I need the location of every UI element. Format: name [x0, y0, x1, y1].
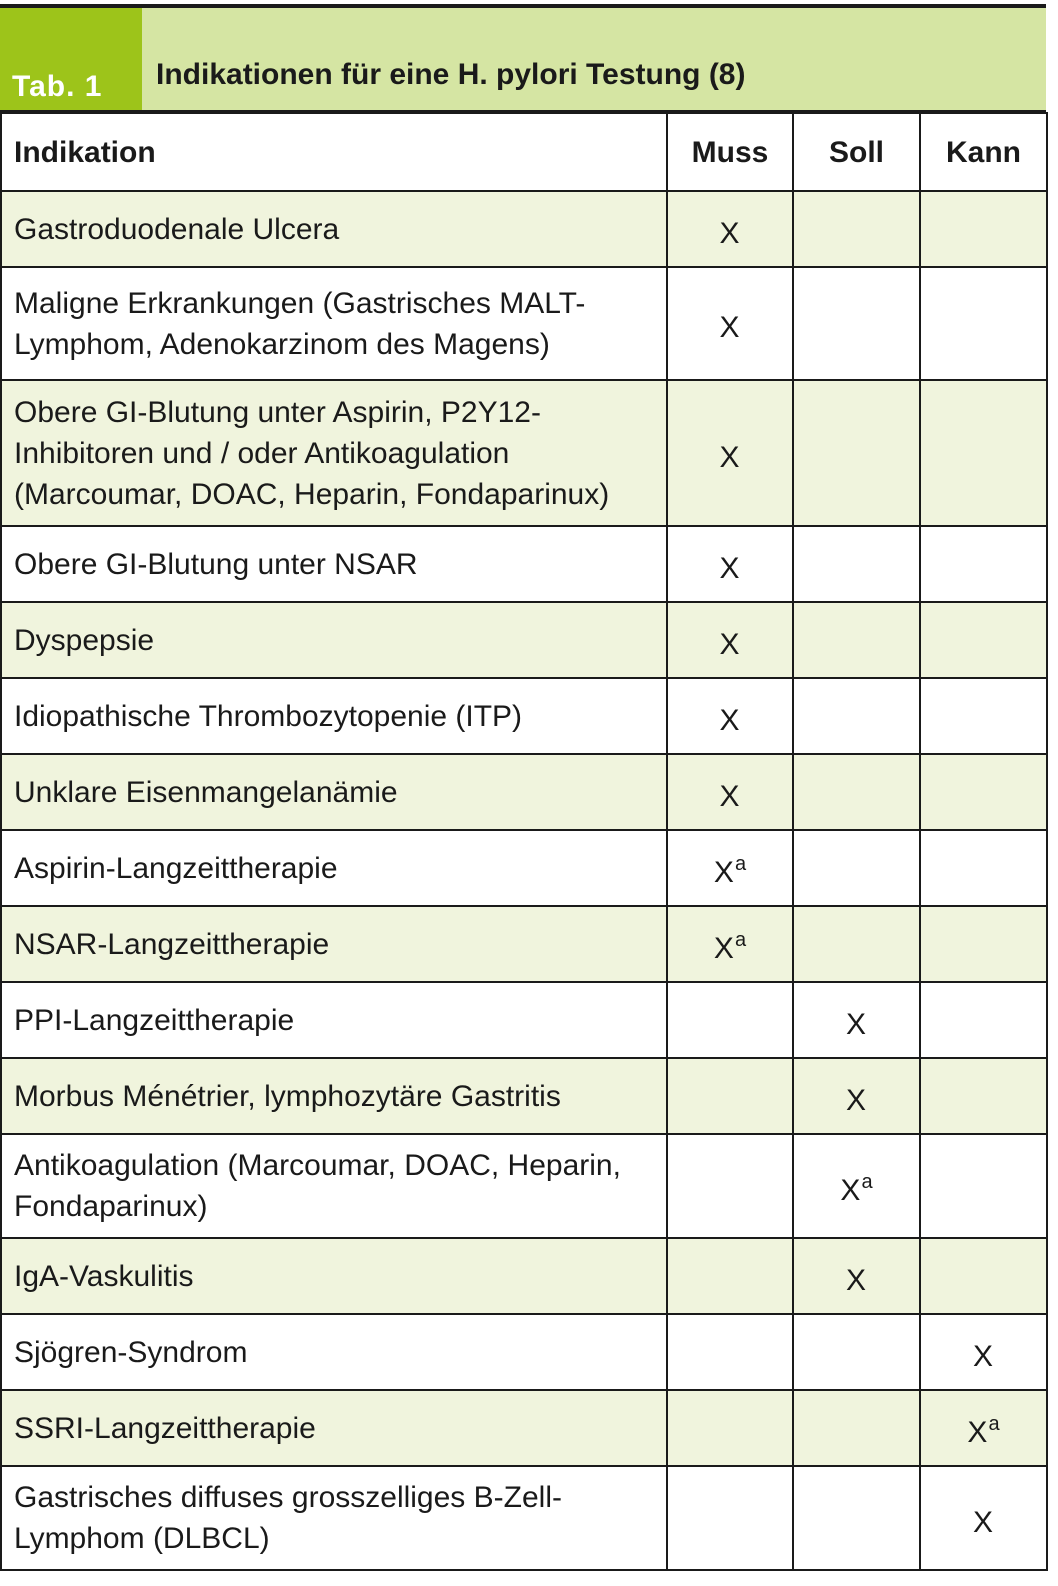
should-cell: $X^a$	[793, 1134, 920, 1238]
header-should: Soll	[793, 113, 920, 191]
table-title: Indikationen für eine H. pylori Testung (8)	[156, 58, 746, 91]
table-row	[1, 1314, 1047, 1390]
indication-cell: Dyspepsie	[1, 602, 667, 678]
can-cell	[920, 754, 1047, 830]
can-cell	[920, 982, 1047, 1058]
must-cell: X	[667, 754, 793, 830]
should-cell	[793, 754, 920, 830]
can-cell	[920, 906, 1047, 982]
should-cell	[793, 526, 920, 602]
table-number-label: Tab. 1	[0, 8, 142, 110]
must-cell: X	[667, 267, 793, 380]
table-row	[1, 906, 1047, 982]
indication-cell: NSAR-Langzeittherapie	[1, 906, 667, 982]
should-cell	[793, 602, 920, 678]
can-cell: $X^a$	[920, 1390, 1047, 1466]
indication-cell: Gastrisches diffuses grosszelliges B-Zell- Lymphom (DLBCL)	[1, 1466, 667, 1570]
can-cell	[920, 267, 1047, 380]
indication-cell: Morbus Ménétrier, lymphozytäre Gastritis	[1, 1058, 667, 1134]
should-cell	[793, 380, 920, 526]
must-cell	[667, 1238, 793, 1314]
table-row	[1, 267, 1047, 380]
must-cell	[667, 1466, 793, 1570]
should-cell	[793, 1466, 920, 1570]
table-header-row	[1, 113, 1047, 191]
table-row	[1, 678, 1047, 754]
table-row	[1, 754, 1047, 830]
table-row	[1, 1134, 1047, 1238]
indication-cell: Idiopathische Thrombozytopenie (ITP)	[1, 678, 667, 754]
table-row	[1, 1058, 1047, 1134]
should-cell	[793, 678, 920, 754]
must-cell: $X^a$	[667, 906, 793, 982]
should-cell: X	[793, 1238, 920, 1314]
can-cell	[920, 1134, 1047, 1238]
must-cell: X	[667, 191, 793, 267]
table-row	[1, 1390, 1047, 1466]
table-row	[1, 830, 1047, 906]
indication-cell: Obere GI-Blutung unter NSAR	[1, 526, 667, 602]
table-row	[1, 191, 1047, 267]
can-cell	[920, 1238, 1047, 1314]
header-indication: Indikation	[1, 113, 667, 191]
can-cell	[920, 678, 1047, 754]
should-cell	[793, 191, 920, 267]
must-cell	[667, 1134, 793, 1238]
can-cell	[920, 380, 1047, 526]
should-cell	[793, 1314, 920, 1390]
can-cell: X	[920, 1314, 1047, 1390]
can-cell	[920, 191, 1047, 267]
indications-table	[0, 112, 1048, 1571]
should-cell	[793, 267, 920, 380]
must-cell: X	[667, 602, 793, 678]
must-cell	[667, 1058, 793, 1134]
must-cell	[667, 1390, 793, 1466]
should-cell	[793, 830, 920, 906]
can-cell: X	[920, 1466, 1047, 1570]
table-row	[1, 526, 1047, 602]
must-cell	[667, 982, 793, 1058]
indication-cell: IgA-Vaskulitis	[1, 1238, 667, 1314]
table-header-bar	[0, 8, 1046, 112]
must-cell: X	[667, 380, 793, 526]
indication-cell: Obere GI-Blutung unter Aspirin, P2Y12- Inhibitoren und / oder Antikoagulation (Marcoumar, DOAC, Heparin, Fondaparinux)	[1, 380, 667, 526]
indication-cell: SSRI-Langzeittherapie	[1, 1390, 667, 1466]
table-row	[1, 1238, 1047, 1314]
should-cell: X	[793, 1058, 920, 1134]
can-cell	[920, 1058, 1047, 1134]
indication-cell: Sjögren-Syndrom	[1, 1314, 667, 1390]
should-cell	[793, 906, 920, 982]
must-cell: X	[667, 526, 793, 602]
can-cell	[920, 830, 1047, 906]
indication-cell: Maligne Erkrankungen (Gastrisches MALT- Lymphom, Adenokarzinom des Magens)	[1, 267, 667, 380]
must-cell: X	[667, 678, 793, 754]
table-row	[1, 380, 1047, 526]
must-cell	[667, 1314, 793, 1390]
can-cell	[920, 602, 1047, 678]
indication-cell: Unklare Eisenmangelanämie	[1, 754, 667, 830]
should-cell	[793, 1390, 920, 1466]
must-cell: $X^a$	[667, 830, 793, 906]
indication-cell: Gastroduodenale Ulcera	[1, 191, 667, 267]
table-row	[1, 1466, 1047, 1570]
indication-cell: PPI-Langzeittherapie	[1, 982, 667, 1058]
table-row	[1, 982, 1047, 1058]
table-row	[1, 602, 1047, 678]
should-cell: X	[793, 982, 920, 1058]
header-can: Kann	[920, 113, 1047, 191]
header-must: Muss	[667, 113, 793, 191]
can-cell	[920, 526, 1047, 602]
indication-cell: Aspirin-Langzeittherapie	[1, 830, 667, 906]
indication-cell: Antikoagulation (Marcoumar, DOAC, Heparin, Fondaparinux)	[1, 1134, 667, 1238]
